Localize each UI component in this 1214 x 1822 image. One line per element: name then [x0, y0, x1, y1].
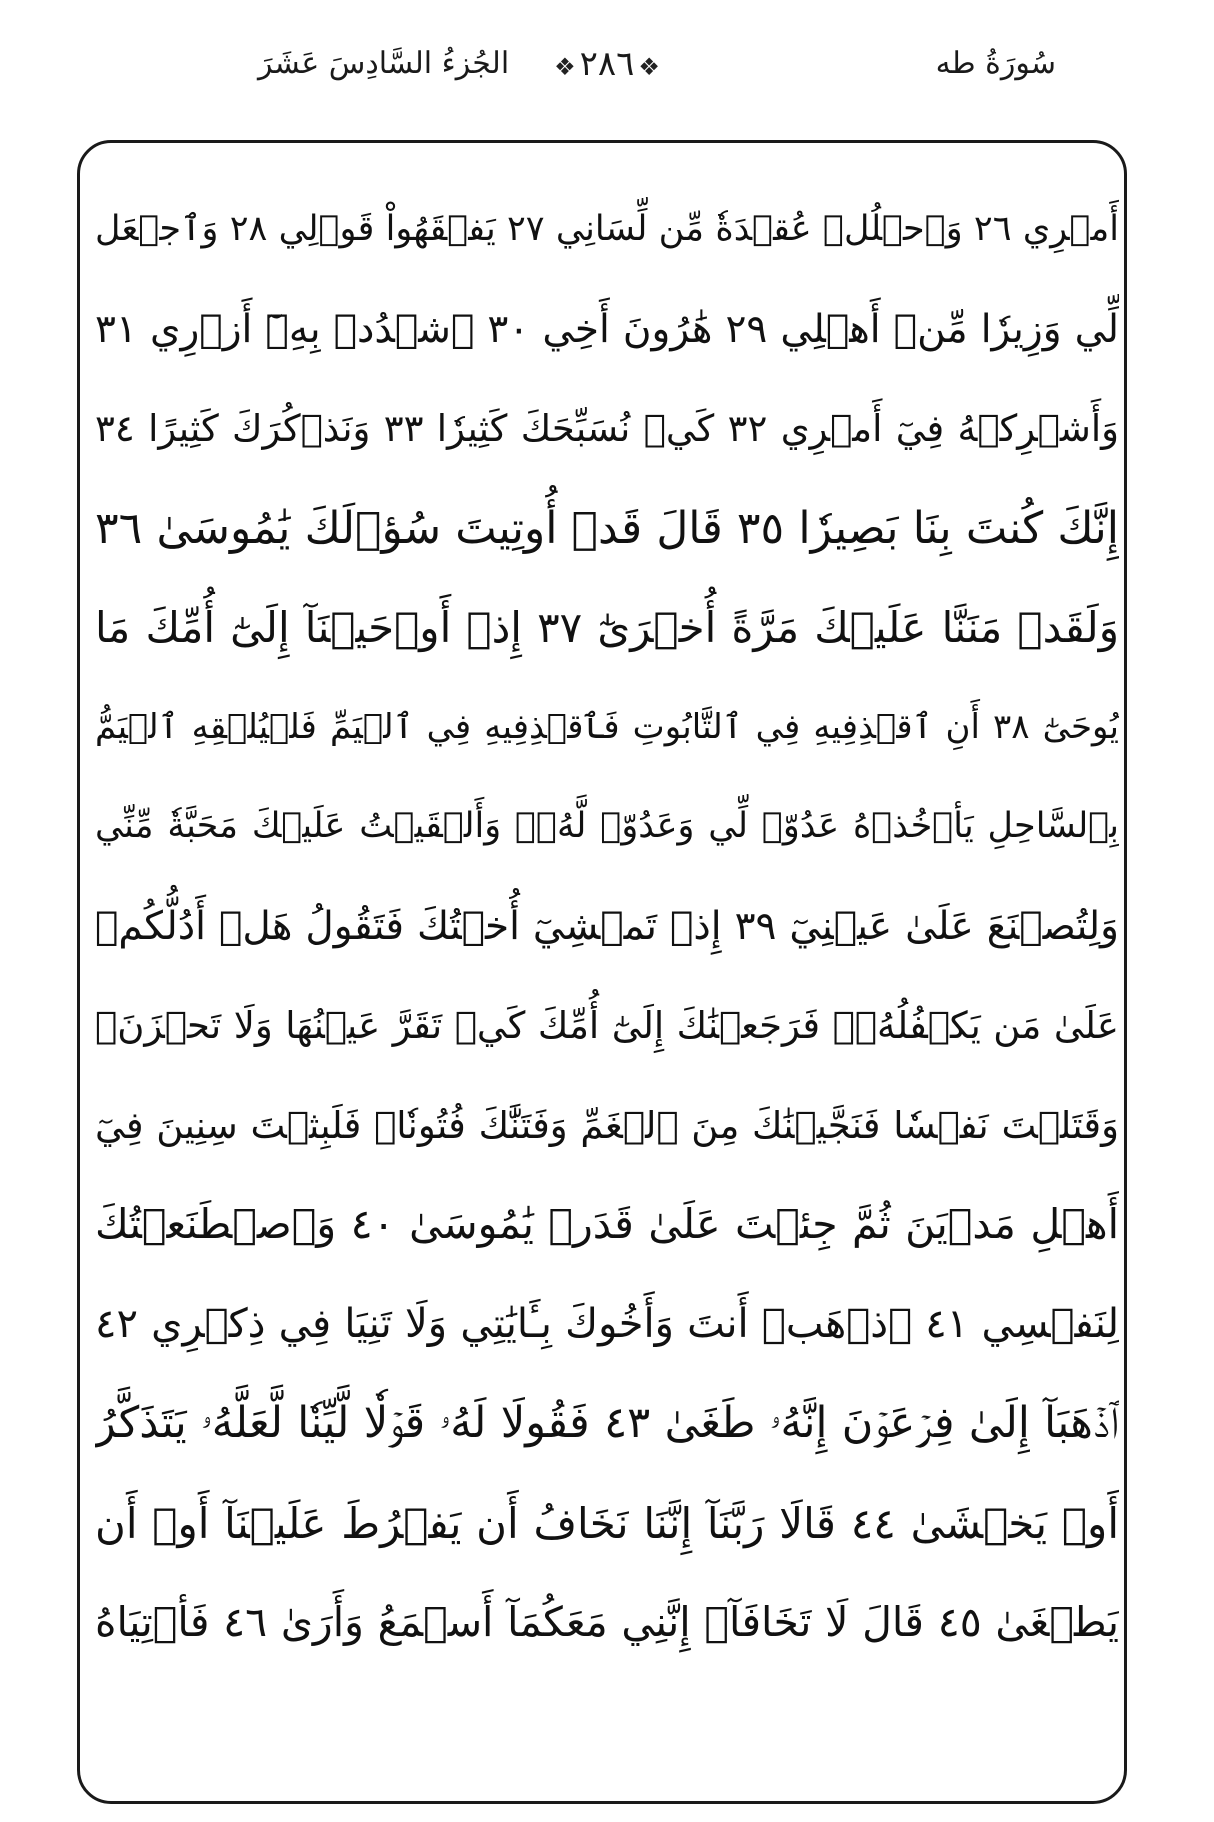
- verse-line: لِنَفۡسِي ٤١ ٱذۡهَبۡ أَنتَ وَأَخُوكَ بِـَٔايَٰتِي وَلَا تَنِيَا فِي ذِكۡرِي ٤٢: [95, 1300, 1119, 1347]
- verse-line: ٱذۡهَبَآ إِلَىٰ فِرۡعَوۡنَ إِنَّهُۥ طَغَىٰ ٤٣ فَقُولَا لَهُۥ قَوۡلٗا لَّيِّنٗا لَّعَلَّهُۥ يَتَذَكَّرُ: [95, 1398, 1119, 1448]
- page-number-group: [0, 44, 1214, 87]
- verse-line: وَأَشۡرِكۡهُ فِيٓ أَمۡرِي ٣٢ كَيۡ نُسَبِّحَكَ كَثِيرٗا ٣٣ وَنَذۡكُرَكَ كَثِيرًا ٣٤: [95, 407, 1119, 450]
- verse-line: أَمۡرِي ٢٦ وَٱحۡلُلۡ عُقۡدَةٗ مِّن لِّسَانِي ٢٧ يَفۡقَهُواْ قَوۡلِي ٢٨ وَٱجۡعَل: [95, 209, 1119, 249]
- ornament-icon: ❖: [638, 53, 660, 81]
- verse-line: وَلَقَدۡ مَنَنَّا عَلَيۡكَ مَرَّةً أُخۡرَىٰٓ ٣٧ إِذۡ أَوۡحَيۡنَآ إِلَىٰٓ أُمِّكَ مَا: [95, 603, 1119, 652]
- verse-line: إِنَّكَ كُنتَ بِنَا بَصِيرٗا ٣٥ قَالَ قَدۡ أُوتِيتَ سُؤۡلَكَ يَٰمُوسَىٰ ٣٦: [95, 502, 1119, 554]
- verse-line: وَلِتُصۡنَعَ عَلَىٰ عَيۡنِيٓ ٣٩ إِذۡ تَمۡشِيٓ أُخۡتُكَ فَتَقُولُ هَلۡ أَدُلُّكُمۡ: [95, 903, 1119, 949]
- verse-text-block: [95, 180, 1119, 1673]
- juz-label: الجُزءُ السَّادِسَ عَشَرَ: [258, 46, 510, 81]
- page-header: [0, 0, 1214, 130]
- verse-line: لِّي وَزِيرٗا مِّنۡ أَهۡلِي ٢٩ هَٰرُونَ أَخِي ٣٠ ٱشۡدُدۡ بِهِۦٓ أَزۡرِي ٣١: [95, 306, 1119, 352]
- verse-line: يُوحَىٰٓ ٣٨ أَنِ ٱقۡذِفِيهِ فِي ٱلتَّابُوتِ فَٱقۡذِفِيهِ فِي ٱلۡيَمِّ فَلۡيُلۡقِهِ ٱلۡيَمُّ: [95, 706, 1119, 747]
- verse-line: أَوۡ يَخۡشَىٰ ٤٤ قَالَا رَبَّنَآ إِنَّنَا نَخَافُ أَن يَفۡرُطَ عَلَيۡنَآ أَوۡ أَن: [95, 1498, 1119, 1548]
- verse-line: يَطۡغَىٰ ٤٥ قَالَ لَا تَخَافَآۖ إِنَّنِي مَعَكُمَآ أَسۡمَعُ وَأَرَىٰ ٤٦ فَأۡتِيَاهُ: [95, 1598, 1119, 1646]
- verse-line: أَهۡلِ مَدۡيَنَ ثُمَّ جِئۡتَ عَلَىٰ قَدَرٖ يَٰمُوسَىٰ ٤٠ وَٱصۡطَنَعۡتُكَ: [95, 1200, 1119, 1248]
- surah-name: سُورَةُ طه: [935, 46, 1056, 81]
- ornament-icon: ❖: [554, 53, 576, 81]
- verse-line: وَقَتَلۡتَ نَفۡسٗا فَنَجَّيۡنَٰكَ مِنَ ٱلۡغَمِّ وَفَتَنَّٰكَ فُتُونٗاۚ فَلَبِثۡتَ سِنِينَ فِيٓ: [95, 1103, 1119, 1147]
- verse-line: بِٱلسَّاحِلِ يَأۡخُذۡهُ عَدُوّٞ لِّي وَعَدُوّٞ لَّهُۥۚ وَأَلۡقَيۡتُ عَلَيۡكَ مَحَبَّةٗ مِّنِّي: [95, 806, 1119, 846]
- verse-line: عَلَىٰ مَن يَكۡفُلُهُۥۖ فَرَجَعۡنَٰكَ إِلَىٰٓ أُمِّكَ كَيۡ تَقَرَّ عَيۡنُهَا وَلَا تَحۡزَنَۚ: [95, 1004, 1119, 1047]
- page-number: ٢٨٦: [579, 44, 635, 84]
